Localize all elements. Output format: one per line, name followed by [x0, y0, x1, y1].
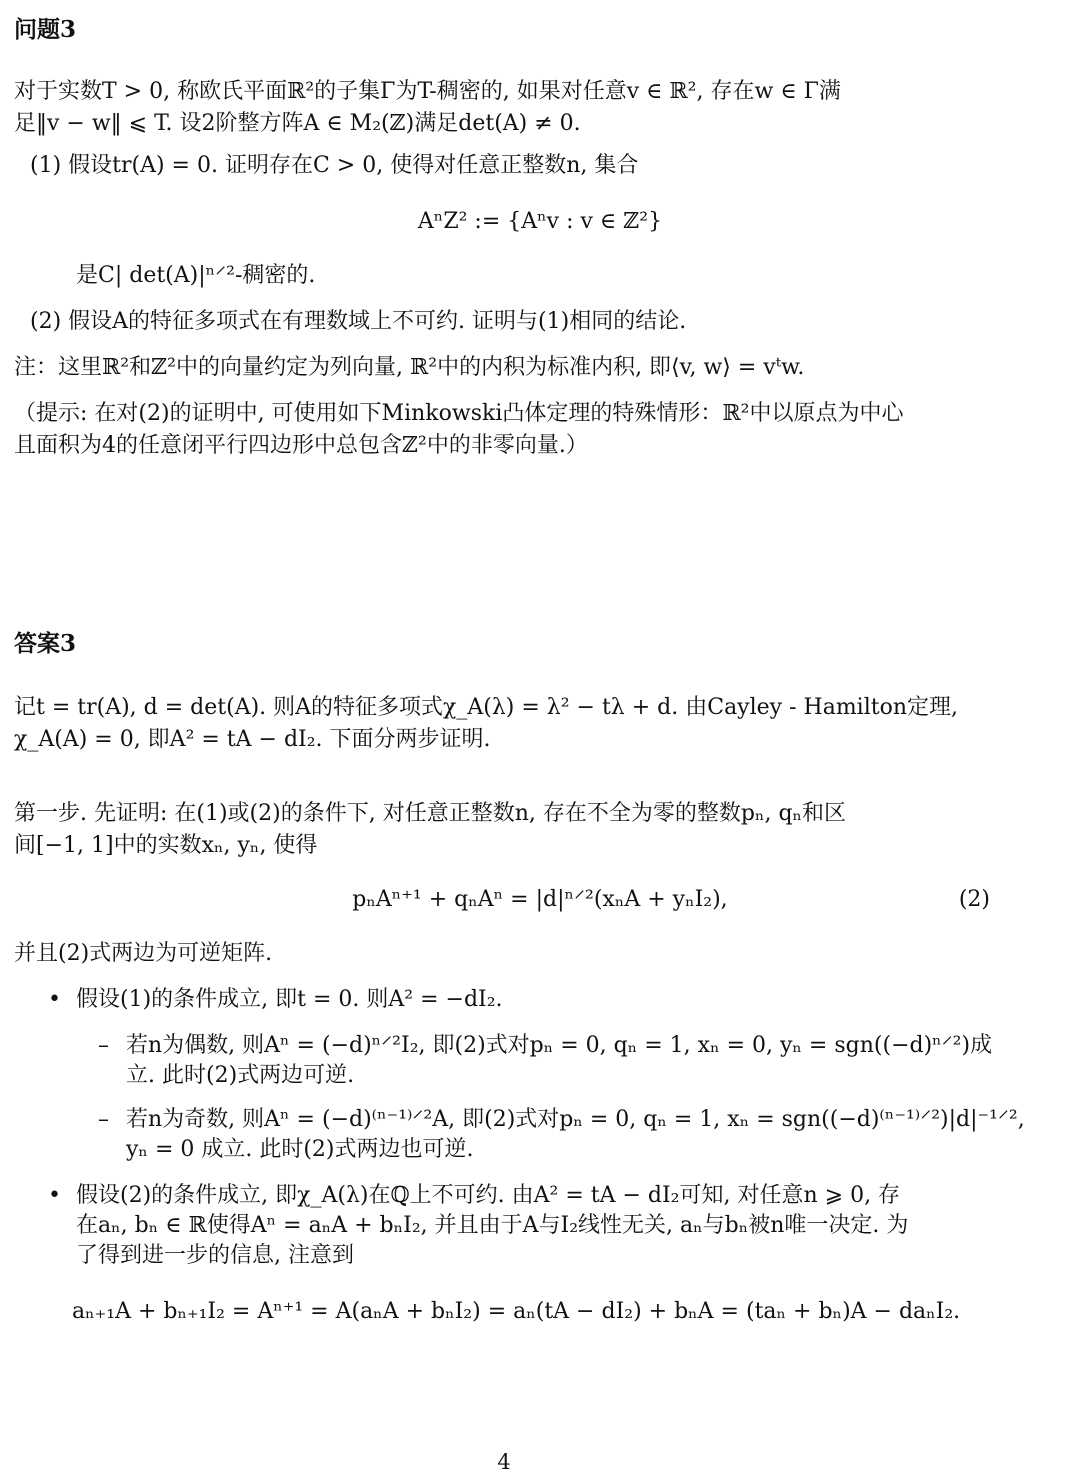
bullet-2-line-2: 在aₙ, bₙ ∈ ℝ使得Aⁿ = aₙA + bₙI₂, 并且由于A与I₂线性无关, aₙ与bₙ被n唯一决定. 为	[76, 1213, 909, 1238]
sub-item-2-line-2: yₙ = 0 成立. 此时(2)式两边也可逆.	[126, 1137, 474, 1162]
page-number: 4	[497, 1450, 511, 1474]
final-equation: aₙ₊₁A + bₙ₊₁I₂ = Aⁿ⁺¹ = A(aₙA + bₙI₂) = aₙ(tA − dI₂) + bₙA = (taₙ + bₙ)A − daₙI₂.	[72, 1299, 961, 1324]
problem-hint-line-2: 且面积为4的任意闭平行四边形中总包含ℤ²中的非零向量.）	[14, 433, 588, 458]
answer-intro-line-1: 记t = tr(A), d = det(A). 则A的特征多项式χ_A(λ) = λ² − tλ + d. 由Cayley - Hamilton定理,	[14, 695, 959, 720]
bullet-2-line-3: 了得到进一步的信息, 注意到	[76, 1243, 354, 1268]
bullet-marker: •	[48, 987, 61, 1012]
answer-step1-line-2: 间[−1, 1]中的实数xₙ, yₙ, 使得	[14, 833, 318, 858]
bullet-marker: •	[48, 1183, 61, 1208]
bullet-1-text: 假设(1)的条件成立, 即t = 0. 则A² = −dI₂.	[76, 987, 503, 1012]
sub-item-1-line-2: 立. 此时(2)式两边可逆.	[126, 1063, 355, 1088]
sub-item-1-line-1: 若n为偶数, 则Aⁿ = (−d)ⁿ⸍²I₂, 即(2)式对pₙ = 0, qₙ = 1, xₙ = 0, yₙ = sgn((−d)ⁿ⸍²)成	[126, 1033, 993, 1058]
problem-part-1-equation: AⁿZ² := {Aⁿv : v ∈ ℤ²}	[417, 209, 663, 234]
problem-part-1-tail: 是C| det(A)|ⁿ⸍²-稠密的.	[76, 263, 316, 288]
dash-marker: –	[98, 1107, 109, 1132]
problem-title: 问题3	[14, 16, 77, 43]
problem-note: 注：这里ℝ²和ℤ²中的向量约定为列向量, ℝ²中的内积为标准内积, 即⟨v, w⟩ = vᵗw.	[14, 355, 805, 380]
dash-marker: –	[98, 1033, 109, 1058]
problem-intro-line-2: 足‖v − w‖ ⩽ T. 设2阶整方阵A ∈ M₂(ℤ)满足det(A) ≠ 0.	[14, 111, 581, 136]
answer-intro-line-2: χ_A(A) = 0, 即A² = tA − dI₂. 下面分两步证明.	[14, 727, 491, 752]
equation-2: pₙAⁿ⁺¹ + qₙAⁿ = |d|ⁿ⸍²(xₙA + yₙI₂),	[352, 887, 728, 912]
equation-2-number: (2)	[958, 887, 990, 912]
answer-step1-line-1: 第一步. 先证明: 在(1)或(2)的条件下, 对任意正整数n, 存在不全为零的整数pₙ, qₙ和区	[14, 801, 847, 826]
answer-invertible-line: 并且(2)式两边为可逆矩阵.	[14, 941, 273, 966]
sub-item-2-line-1: 若n为奇数, 则Aⁿ = (−d)⁽ⁿ⁻¹⁾⸍²A, 即(2)式对pₙ = 0, qₙ = 1, xₙ = sgn((−d)⁽ⁿ⁻¹⁾⸍²)|d|⁻¹⸍²,	[126, 1107, 1025, 1132]
answer-title: 答案3	[14, 630, 77, 657]
problem-part-2: (2) 假设A的特征多项式在有理数域上不可约. 证明与(1)相同的结论.	[30, 309, 687, 334]
problem-intro-line-1: 对于实数T > 0, 称欧氏平面ℝ²的子集Γ为T-稠密的, 如果对任意v ∈ ℝ², 存在w ∈ Γ满	[14, 79, 841, 104]
problem-hint-line-1: （提示: 在对(2)的证明中, 可使用如下Minkowski凸体定理的特殊情形：ℝ²中以原点为中心	[14, 401, 904, 426]
bullet-2-line-1: 假设(2)的条件成立, 即χ_A(λ)在ℚ上不可约. 由A² = tA − dI₂可知, 对任意n ⩾ 0, 存	[76, 1183, 901, 1208]
problem-part-1: (1) 假设tr(A) = 0. 证明存在C > 0, 使得对任意正整数n, 集合	[30, 153, 639, 178]
